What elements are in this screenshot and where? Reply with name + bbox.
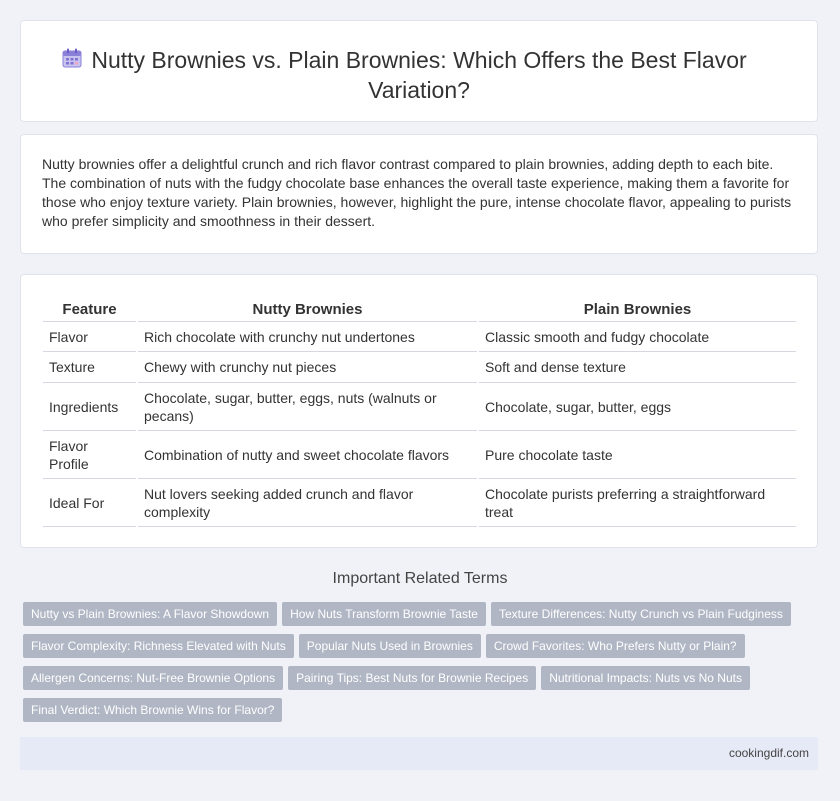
comparison-table	[41, 297, 798, 527]
table-header-row	[43, 297, 796, 322]
table-cell: Nut lovers seeking added crunch and flavor complexity	[138, 479, 477, 527]
footer	[20, 737, 818, 770]
table-cell: Classic smooth and fudgy chocolate	[479, 322, 796, 352]
related-term-tag[interactable]: Texture Differences: Nutty Crunch vs Plain Fudginess	[491, 602, 791, 626]
table-header-feature: Feature	[43, 297, 136, 322]
table-row	[43, 479, 796, 527]
table-cell: Pure chocolate taste	[479, 431, 796, 479]
related-term-tag[interactable]: Nutty vs Plain Brownies: A Flavor Showdown	[23, 602, 277, 626]
related-term-tag[interactable]: Pairing Tips: Best Nuts for Brownie Recipes	[288, 666, 536, 690]
table-row	[43, 383, 796, 431]
table-cell: Ideal For	[43, 479, 136, 527]
table-cell: Chocolate, sugar, butter, eggs, nuts (walnuts or pecans)	[138, 383, 477, 431]
related-terms-list	[23, 602, 803, 730]
related-terms-title: Important Related Terms	[332, 570, 508, 587]
page-title: Nutty Brownies vs. Plain Brownies: Which Offers the Best Flavor Variation?	[91, 47, 747, 103]
related-term-tag[interactable]: How Nuts Transform Brownie Taste	[282, 602, 486, 626]
related-term-tag[interactable]: Allergen Concerns: Nut-Free Brownie Options	[23, 666, 283, 690]
related-term-tag[interactable]: Final Verdict: Which Brownie Wins for Flavor?	[23, 698, 282, 722]
table-cell: Ingredients	[43, 383, 136, 431]
table-cell: Texture	[43, 352, 136, 383]
table-row	[43, 431, 796, 479]
table-row	[43, 322, 796, 352]
table-cell: Chewy with crunchy nut pieces	[138, 352, 477, 383]
related-term-tag[interactable]: Crowd Favorites: Who Prefers Nutty or Plain?	[486, 634, 745, 658]
table-row	[43, 352, 796, 383]
table-header-nutty: Nutty Brownies	[138, 297, 477, 322]
related-term-tag[interactable]: Popular Nuts Used in Brownies	[299, 634, 481, 658]
intro-paragraph: Nutty brownies offer a delightful crunch and rich flavor contrast compared to plain brownies, adding depth to each bite. The combination of nuts with the fudgy chocolate base enhances the overall taste experience, making them a favorite for those who enjoy texture variety. Plain brownies, however, highlight the pure, intense chocolate flavor, appealing to purists who prefer simplicity and smoothness in their dessert.	[42, 156, 792, 229]
footer-site-link[interactable]: cookingdif.com	[728, 746, 809, 760]
table-cell: Flavor	[43, 322, 136, 352]
table-cell: Rich chocolate with crunchy nut undertones	[138, 322, 477, 352]
table-cell: Soft and dense texture	[479, 352, 796, 383]
table-header-plain: Plain Brownies	[479, 297, 796, 322]
title-card	[20, 20, 818, 122]
comparison-table-card	[20, 274, 818, 548]
table-cell: Combination of nutty and sweet chocolate flavors	[138, 431, 477, 479]
related-term-tag[interactable]: Flavor Complexity: Richness Elevated with Nuts	[23, 634, 294, 658]
table-cell: Chocolate purists preferring a straightforward treat	[479, 479, 796, 527]
related-term-tag[interactable]: Nutritional Impacts: Nuts vs No Nuts	[541, 666, 750, 690]
table-cell: Flavor Profile	[43, 431, 136, 479]
table-cell: Chocolate, sugar, butter, eggs	[479, 383, 796, 431]
intro-card	[20, 134, 818, 254]
